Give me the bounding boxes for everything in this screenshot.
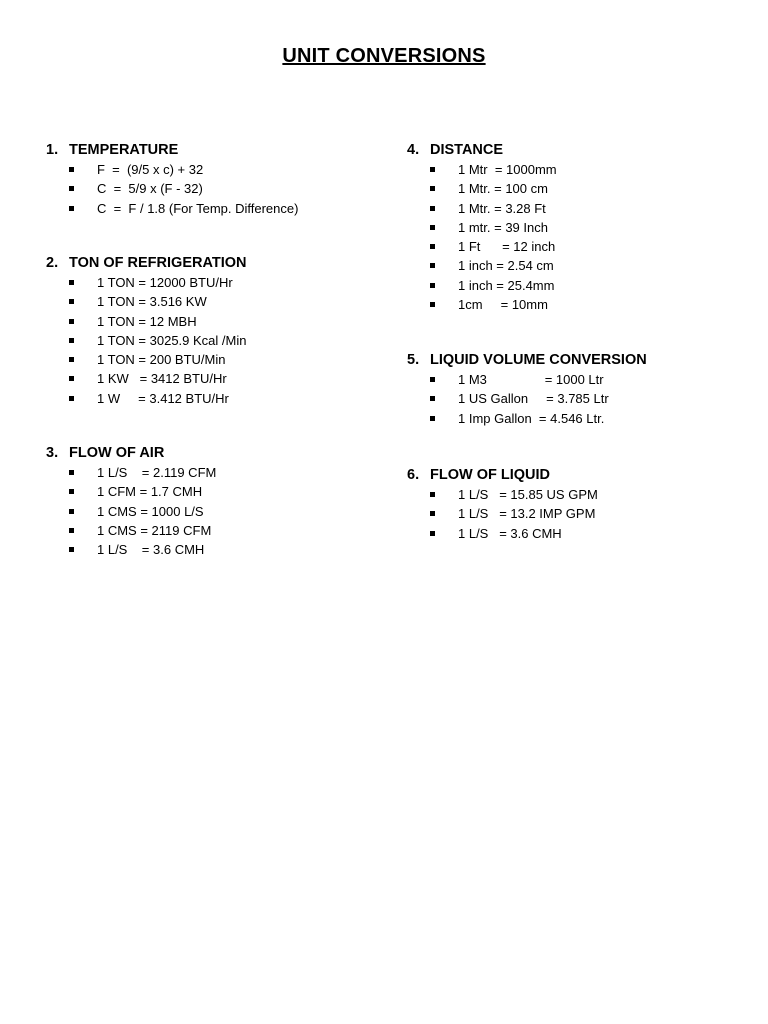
conversion-text: 1cm = 10mm	[458, 297, 548, 313]
conversion-item	[46, 389, 247, 408]
square-bullet-icon	[69, 509, 74, 514]
conversion-text: C = F / 1.8 (For Temp. Difference)	[97, 200, 299, 216]
section-heading	[46, 443, 216, 463]
square-bullet-icon	[430, 283, 435, 288]
conversion-item	[46, 199, 298, 218]
square-bullet-icon	[69, 470, 74, 475]
square-bullet-icon	[430, 492, 435, 497]
conversion-text: 1 CMS = 2119 CFM	[97, 522, 212, 538]
conversion-text: 1 Mtr. = 3.28 Ft	[458, 200, 546, 216]
conversion-list	[407, 485, 598, 543]
square-bullet-icon	[69, 186, 74, 191]
conversion-text: 1 L/S = 3.6 CMH	[97, 542, 205, 558]
conversion-list	[46, 273, 247, 408]
conversion-list	[46, 463, 216, 559]
conversion-item	[46, 331, 247, 350]
conversion-item	[46, 463, 216, 482]
conversion-item	[46, 369, 247, 388]
conversion-text: 1 inch = 2.54 cm	[458, 258, 554, 274]
square-bullet-icon	[69, 299, 74, 304]
conversion-item	[407, 218, 557, 237]
square-bullet-icon	[69, 167, 74, 172]
square-bullet-icon	[430, 186, 435, 191]
square-bullet-icon	[430, 396, 435, 401]
conversion-text: 1 Mtr. = 100 cm	[458, 181, 548, 197]
conversion-item	[46, 502, 216, 521]
square-bullet-icon	[430, 416, 435, 421]
conversion-text: 1 TON = 3.516 KW	[97, 294, 207, 310]
conversion-item	[407, 524, 598, 543]
conversion-item	[46, 482, 216, 501]
conversion-item	[407, 276, 557, 295]
square-bullet-icon	[69, 319, 74, 324]
conversion-text: 1 L/S = 15.85 US GPM	[458, 487, 598, 502]
conversion-text: 1 L/S = 3.6 CMH	[458, 525, 562, 541]
conversion-text: 1 TON = 12 MBH	[97, 313, 197, 329]
conversion-item	[407, 409, 647, 428]
conversion-item	[407, 199, 557, 218]
conversion-text: F = (9/5 x c) + 32	[97, 162, 204, 177]
section-title: FLOW OF LIQUID	[430, 467, 551, 483]
square-bullet-icon	[430, 167, 435, 172]
conversion-text: 1 TON = 12000 BTU/Hr	[97, 275, 233, 290]
section-heading	[407, 350, 647, 370]
conversion-text: 1 CMS = 1000 L/S	[97, 503, 204, 519]
square-bullet-icon	[430, 511, 435, 516]
square-bullet-icon	[430, 263, 435, 268]
conversion-text: 1 Ft = 12 inch	[458, 239, 556, 255]
square-bullet-icon	[69, 376, 74, 381]
section-number: 3.	[46, 445, 59, 461]
conversion-item	[407, 160, 557, 179]
conversion-text: 1 L/S = 13.2 IMP GPM	[458, 506, 596, 522]
square-bullet-icon	[69, 280, 74, 285]
section-flow-of-liquid	[407, 465, 598, 543]
section-title: TON OF REFRIGERATION	[69, 255, 247, 271]
conversion-item	[46, 179, 298, 198]
section-liquid-volume-conversion	[407, 350, 647, 428]
section-number: 6.	[407, 467, 420, 483]
conversion-item	[46, 521, 216, 540]
conversion-text: 1 CFM = 1.7 CMH	[97, 484, 203, 500]
square-bullet-icon	[69, 489, 74, 494]
section-title: LIQUID VOLUME CONVERSION	[430, 352, 647, 368]
square-bullet-icon	[430, 244, 435, 249]
conversion-item	[407, 504, 598, 523]
page-title: UNIT CONVERSIONS	[282, 45, 486, 67]
section-number: 2.	[46, 255, 59, 271]
conversion-item	[46, 350, 247, 369]
conversion-text: 1 TON = 200 BTU/Min	[97, 352, 226, 368]
conversion-text: 1 Mtr = 1000mm	[458, 162, 557, 177]
conversion-list	[407, 160, 557, 314]
square-bullet-icon	[430, 206, 435, 211]
square-bullet-icon	[69, 206, 74, 211]
square-bullet-icon	[430, 531, 435, 536]
conversion-item	[407, 295, 557, 314]
conversion-text: 1 US Gallon = 3.785 Ltr	[458, 391, 609, 407]
section-ton-of-refrigeration	[46, 253, 247, 408]
conversion-list	[407, 370, 647, 428]
section-heading	[46, 140, 298, 160]
conversion-item	[407, 256, 557, 275]
conversion-text: 1 W = 3.412 BTU/Hr	[97, 390, 229, 406]
section-number: 5.	[407, 352, 420, 368]
conversion-text: 1 L/S = 2.119 CFM	[97, 465, 217, 480]
square-bullet-icon	[430, 225, 435, 230]
conversion-text: 1 Imp Gallon = 4.546 Ltr.	[458, 410, 605, 426]
conversion-item	[407, 389, 647, 408]
conversion-text: 1 inch = 25.4mm	[458, 277, 555, 293]
conversion-text: 1 mtr. = 39 Inch	[458, 219, 548, 235]
section-title: TEMPERATURE	[69, 142, 179, 158]
square-bullet-icon	[69, 396, 74, 401]
section-heading	[407, 140, 557, 160]
section-number: 4.	[407, 142, 420, 158]
conversion-text: 1 TON = 3025.9 Kcal /Min	[97, 332, 247, 348]
section-heading	[407, 465, 598, 485]
conversion-item	[46, 540, 216, 559]
conversion-item	[407, 370, 647, 389]
conversion-item	[46, 312, 247, 331]
section-heading	[46, 253, 247, 273]
conversion-item	[46, 160, 298, 179]
conversion-text: 1 M3 = 1000 Ltr	[458, 372, 604, 387]
section-distance	[407, 140, 557, 314]
section-title: FLOW OF AIR	[69, 445, 165, 461]
conversion-item	[407, 237, 557, 256]
square-bullet-icon	[69, 528, 74, 533]
conversion-item	[46, 292, 247, 311]
square-bullet-icon	[430, 377, 435, 382]
section-number: 1.	[46, 142, 59, 158]
conversion-item	[46, 273, 247, 292]
conversion-text: C = 5/9 x (F - 32)	[97, 181, 203, 197]
conversion-list	[46, 160, 298, 218]
square-bullet-icon	[430, 302, 435, 307]
conversion-item	[407, 485, 598, 504]
conversion-text: 1 KW = 3412 BTU/Hr	[97, 371, 227, 387]
section-flow-of-air	[46, 443, 216, 559]
square-bullet-icon	[69, 338, 74, 343]
square-bullet-icon	[69, 547, 74, 552]
conversion-item	[407, 179, 557, 198]
section-temperature	[46, 140, 298, 218]
section-title: DISTANCE	[430, 142, 504, 158]
square-bullet-icon	[69, 357, 74, 362]
